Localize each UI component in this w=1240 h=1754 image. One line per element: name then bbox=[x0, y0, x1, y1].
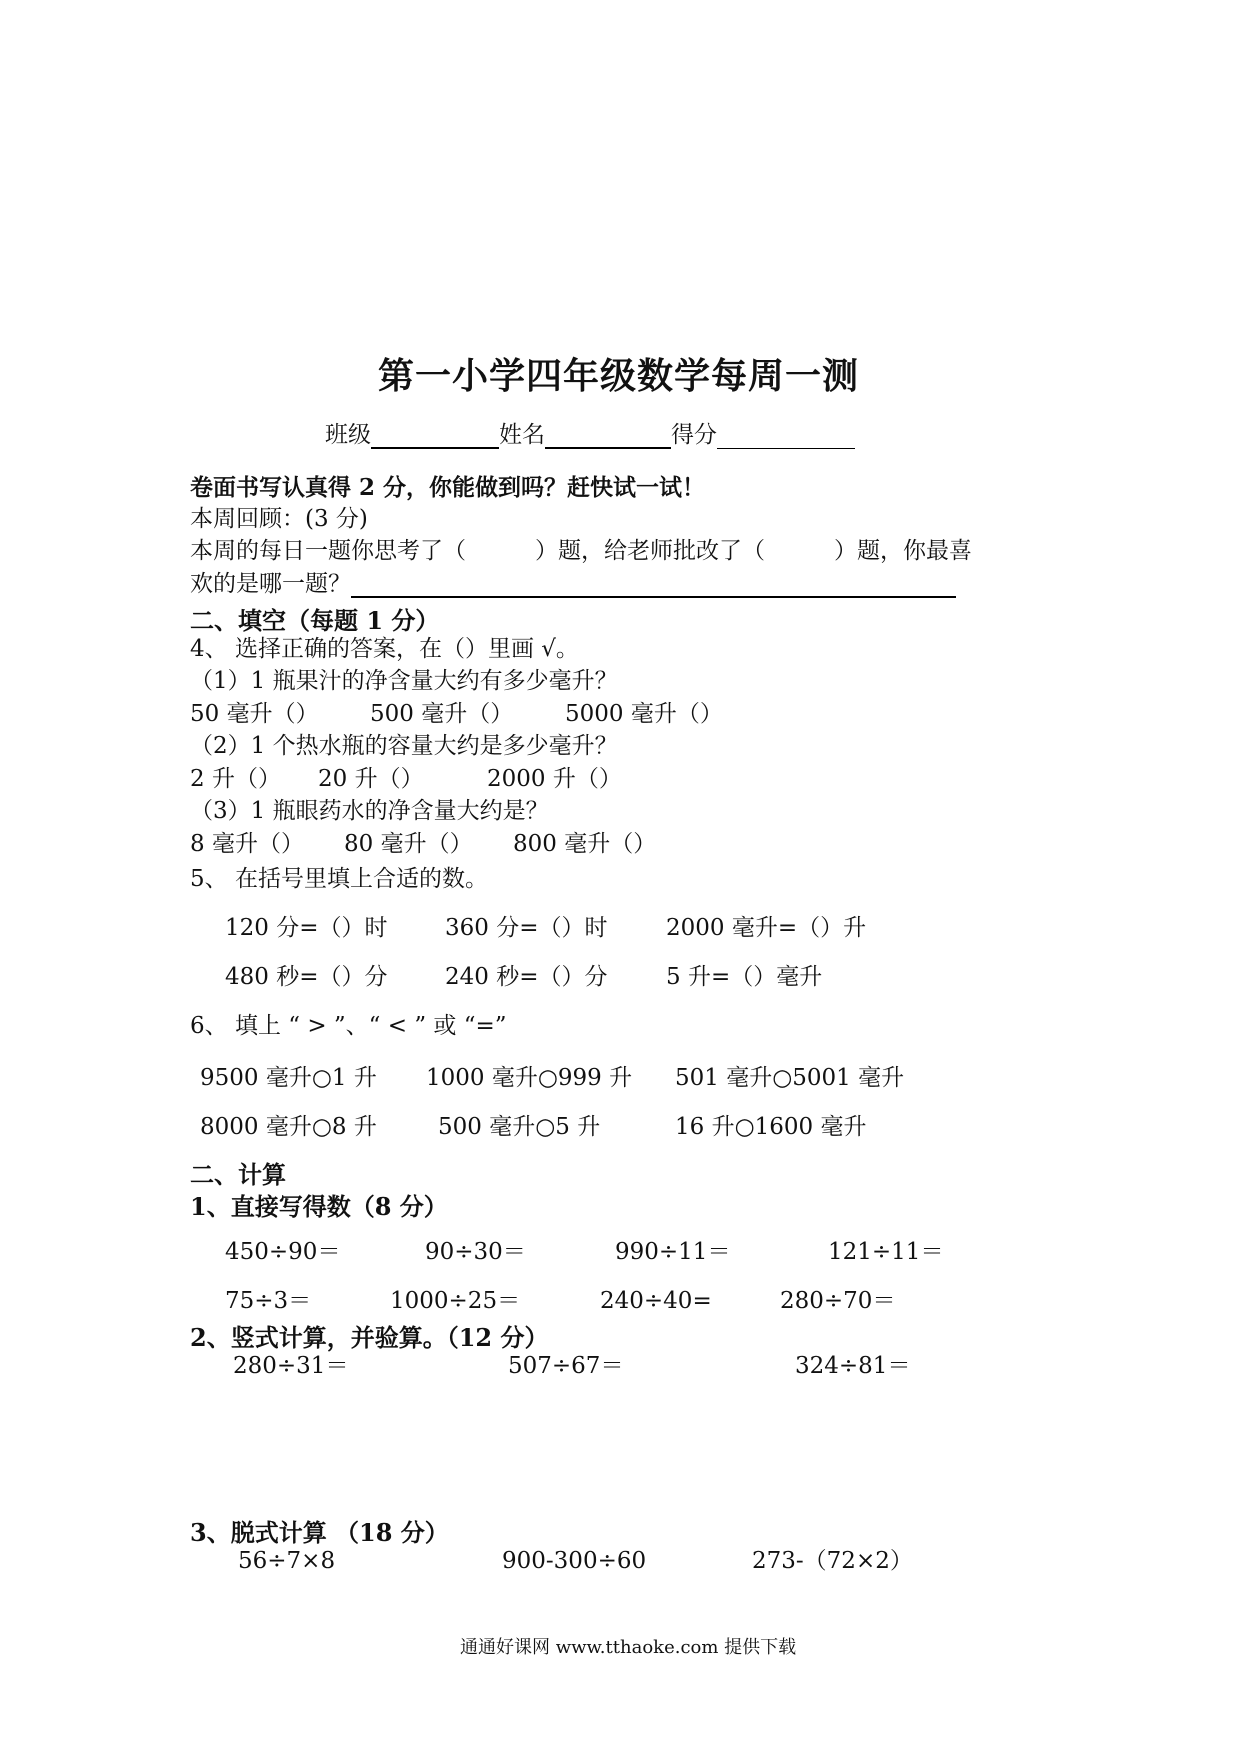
direct-row1-a: 450÷90＝ bbox=[225, 1239, 341, 1265]
q4-item-3-option-a: 8 毫升（） bbox=[190, 831, 304, 857]
direct-row1-d: 121÷11＝ bbox=[828, 1239, 944, 1265]
review-line-1: 本周的每日一题你思考了（ ）题，给老师批改了（ ）题，你最喜 bbox=[190, 538, 972, 564]
q6-row1-c: 501 毫升○5001 毫升 bbox=[675, 1065, 905, 1091]
calc-heading: 二、计算 bbox=[190, 1160, 286, 1189]
q6-row2-c: 16 升○1600 毫升 bbox=[675, 1114, 867, 1140]
q4-item-1-option-c: 5000 毫升（） bbox=[565, 701, 723, 727]
step-item-3: 273-（72×2） bbox=[752, 1548, 913, 1574]
q5-row1-b: 360 分=（）时 bbox=[445, 915, 608, 941]
vertical-item-1: 280÷31＝ bbox=[233, 1353, 349, 1379]
q5-row1-c: 2000 毫升=（）升 bbox=[666, 915, 867, 941]
step-item-1: 56÷7×8 bbox=[238, 1548, 336, 1574]
vertical-heading: 2、竖式计算，并验算。（12 分） bbox=[190, 1323, 549, 1352]
q4-item-1-option-a: 50 毫升（） bbox=[190, 701, 319, 727]
review-heading: 本周回顾：(3 分) bbox=[190, 506, 368, 532]
direct-row1-c: 990÷11＝ bbox=[615, 1239, 731, 1265]
q4-item-1-option-b: 500 毫升（） bbox=[370, 701, 514, 727]
q6-prompt: 6、 填上 “ > ”、“ < ” 或 “=” bbox=[190, 1013, 507, 1039]
q4-item-3-question: （3）1 瓶眼药水的净含量大约是？ bbox=[190, 798, 549, 824]
name-label: 姓名 bbox=[499, 422, 545, 448]
direct-row2-c: 240÷40= bbox=[600, 1288, 712, 1314]
direct-row2-d: 280÷70＝ bbox=[780, 1288, 896, 1314]
q4-item-2-option-c: 2000 升（） bbox=[487, 766, 622, 792]
q5-row2-c: 5 升=（）毫升 bbox=[666, 964, 823, 990]
q6-row2-a: 8000 毫升○8 升 bbox=[200, 1114, 377, 1140]
direct-row1-b: 90÷30＝ bbox=[425, 1239, 526, 1265]
info-line bbox=[325, 421, 855, 449]
q5-row2-a: 480 秒=（）分 bbox=[225, 964, 388, 990]
vertical-item-3: 324÷81＝ bbox=[795, 1353, 911, 1379]
score-blank[interactable] bbox=[717, 426, 855, 449]
intro-text: 卷面书写认真得 2 分，你能做到吗？赶快试一试！ bbox=[190, 474, 706, 501]
q4-prompt: 4、 选择正确的答案，在（）里画 √。 bbox=[190, 636, 579, 662]
vertical-item-2: 507÷67＝ bbox=[508, 1353, 624, 1379]
q6-row1-a: 9500 毫升○1 升 bbox=[200, 1065, 377, 1091]
footer-text: 通通好课网 www.tthaoke.com 提供下载 bbox=[460, 1637, 797, 1658]
q4-item-2-option-a: 2 升（） bbox=[190, 766, 281, 792]
q4-item-2-question: （2）1 个热水瓶的容量大约是多少毫升？ bbox=[190, 733, 618, 759]
fill-heading: 二、填空（每题 1 分） bbox=[190, 606, 440, 635]
q6-row1-b: 1000 毫升○999 升 bbox=[426, 1065, 633, 1091]
score-label: 得分 bbox=[671, 422, 717, 448]
direct-heading: 1、直接写得数（8 分） bbox=[190, 1192, 448, 1221]
name-blank[interactable] bbox=[545, 425, 671, 449]
review-line-2-text: 欢的是哪一题？ bbox=[190, 571, 351, 597]
class-blank[interactable] bbox=[371, 425, 499, 449]
step-heading: 3、脱式计算 （18 分） bbox=[190, 1518, 449, 1547]
page-title: 第一小学四年级数学每周一测 bbox=[378, 355, 860, 397]
q6-row2-b: 500 毫升○5 升 bbox=[438, 1114, 601, 1140]
review-line-2 bbox=[190, 570, 956, 598]
direct-row2-b: 1000÷25＝ bbox=[390, 1288, 521, 1314]
direct-row2-a: 75÷3＝ bbox=[225, 1288, 312, 1314]
q4-item-3-option-c: 800 毫升（） bbox=[513, 831, 657, 857]
q4-item-1-question: （1）1 瓶果汁的净含量大约有多少毫升？ bbox=[190, 668, 618, 694]
class-label: 班级 bbox=[325, 422, 371, 448]
q4-item-2-option-b: 20 升（） bbox=[318, 766, 424, 792]
q5-row2-b: 240 秒=（）分 bbox=[445, 964, 608, 990]
step-item-2: 900-300÷60 bbox=[502, 1548, 647, 1574]
q5-row1-a: 120 分=（）时 bbox=[225, 915, 388, 941]
q4-item-3-option-b: 80 毫升（） bbox=[344, 831, 473, 857]
favorite-question-blank[interactable] bbox=[351, 574, 956, 598]
q5-prompt: 5、 在括号里填上合适的数。 bbox=[190, 866, 488, 892]
